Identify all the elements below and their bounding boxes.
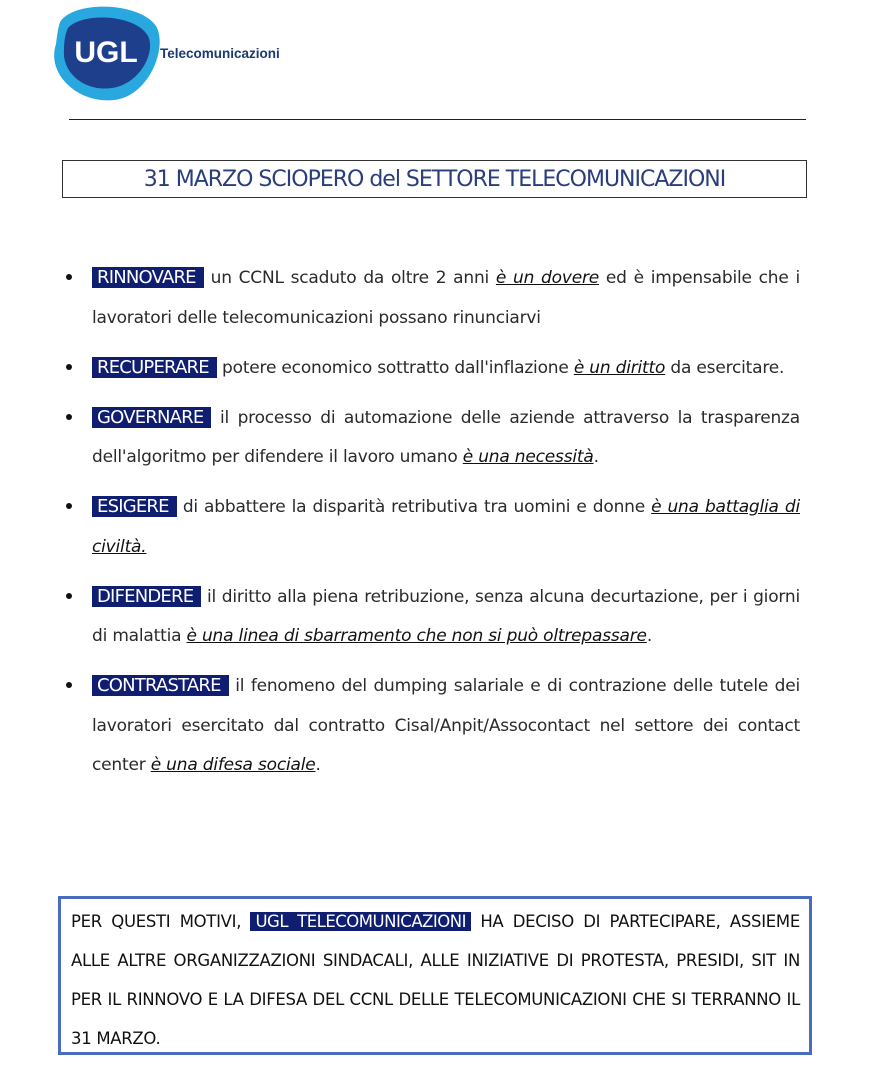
closing-after: HA DECISO DI PARTECIPARE, ASSIEME ALLE ALTRE ORGANIZZAZIONI SINDACALI, ALLE INIZIATIVE DI PROTESTA, PRESIDI, SIT IN PER IL RINNOVO E LA DIFESA DEL CCNL DELLE TELECOMUNICAZIONI CHE SI TERRANNO IL 31 MARZO. (71, 912, 800, 1048)
item-text: un CCNL scaduto da oltre 2 anni (203, 268, 496, 288)
item-emphasis: è una linea di sbarramento che non si può oltrepassare (186, 626, 647, 646)
bullet-icon (66, 682, 72, 688)
keyword-badge: GOVERNARE (92, 407, 211, 428)
item-tail: ed è impensabile che i lavoratori delle telecomunicazioni possano rinunciarvi (92, 268, 800, 328)
item-tail: . (315, 755, 321, 775)
demands-list (58, 258, 800, 795)
org-name: Telecomunicazioni (160, 46, 280, 61)
list-item (58, 398, 800, 478)
item-text: il diritto alla piena retribuzione, senza alcuna decurtazione, per i giorni di malattia (92, 586, 800, 646)
bullet-icon (66, 593, 72, 599)
closing-statement (58, 896, 812, 1055)
item-emphasis: è un dovere (495, 268, 600, 288)
list-item (58, 666, 800, 786)
keyword-badge: ESIGERE (92, 496, 177, 517)
list-item (58, 258, 800, 338)
ugl-logo (52, 4, 162, 104)
list-item (58, 487, 800, 567)
item-text: potere economico sottratto dall'inflazione (216, 357, 574, 378)
bullet-icon (66, 364, 72, 370)
item-emphasis: è una battaglia di civiltà. (92, 497, 800, 557)
keyword-badge: DIFENDERE (92, 586, 201, 607)
item-text: il fenomeno del dumping salariale e di contrazione delle tutele dei lavoratori esercitato dal contratto Cisal/Anpit/Assocontact nel settore dei contact center (92, 676, 800, 775)
svg-text:UGL: UGL (74, 36, 138, 69)
item-text: di abbattere la disparità retributiva tra uomini e donne (176, 497, 652, 517)
item-tail: . (593, 447, 599, 467)
list-item (58, 577, 800, 657)
keyword-badge: RINNOVARE (92, 267, 204, 288)
item-text: il processo di automazione delle aziende attraverso la trasparenza dell'algoritmo per difendere il lavoro umano (92, 407, 800, 467)
item-emphasis: è una necessità (462, 447, 594, 467)
bullet-icon (66, 503, 72, 509)
item-tail: . (646, 626, 653, 646)
item-tail: da esercitare. (665, 357, 785, 378)
item-emphasis: è una difesa sociale (150, 755, 316, 775)
bullet-icon (66, 414, 72, 420)
list-item (58, 348, 800, 389)
item-emphasis: è un diritto (573, 357, 666, 378)
keyword-badge: RECUPERARE (92, 357, 217, 378)
bullet-icon (66, 274, 72, 280)
closing-before: PER QUESTI MOTIVI, (71, 912, 251, 931)
page-title: 31 MARZO SCIOPERO del SETTORE TELECOMUNICAZIONI (62, 160, 807, 198)
header-divider (69, 119, 806, 120)
closing-highlight: UGL TELECOMUNICAZIONI (250, 912, 471, 931)
keyword-badge: CONTRASTARE (92, 675, 229, 696)
